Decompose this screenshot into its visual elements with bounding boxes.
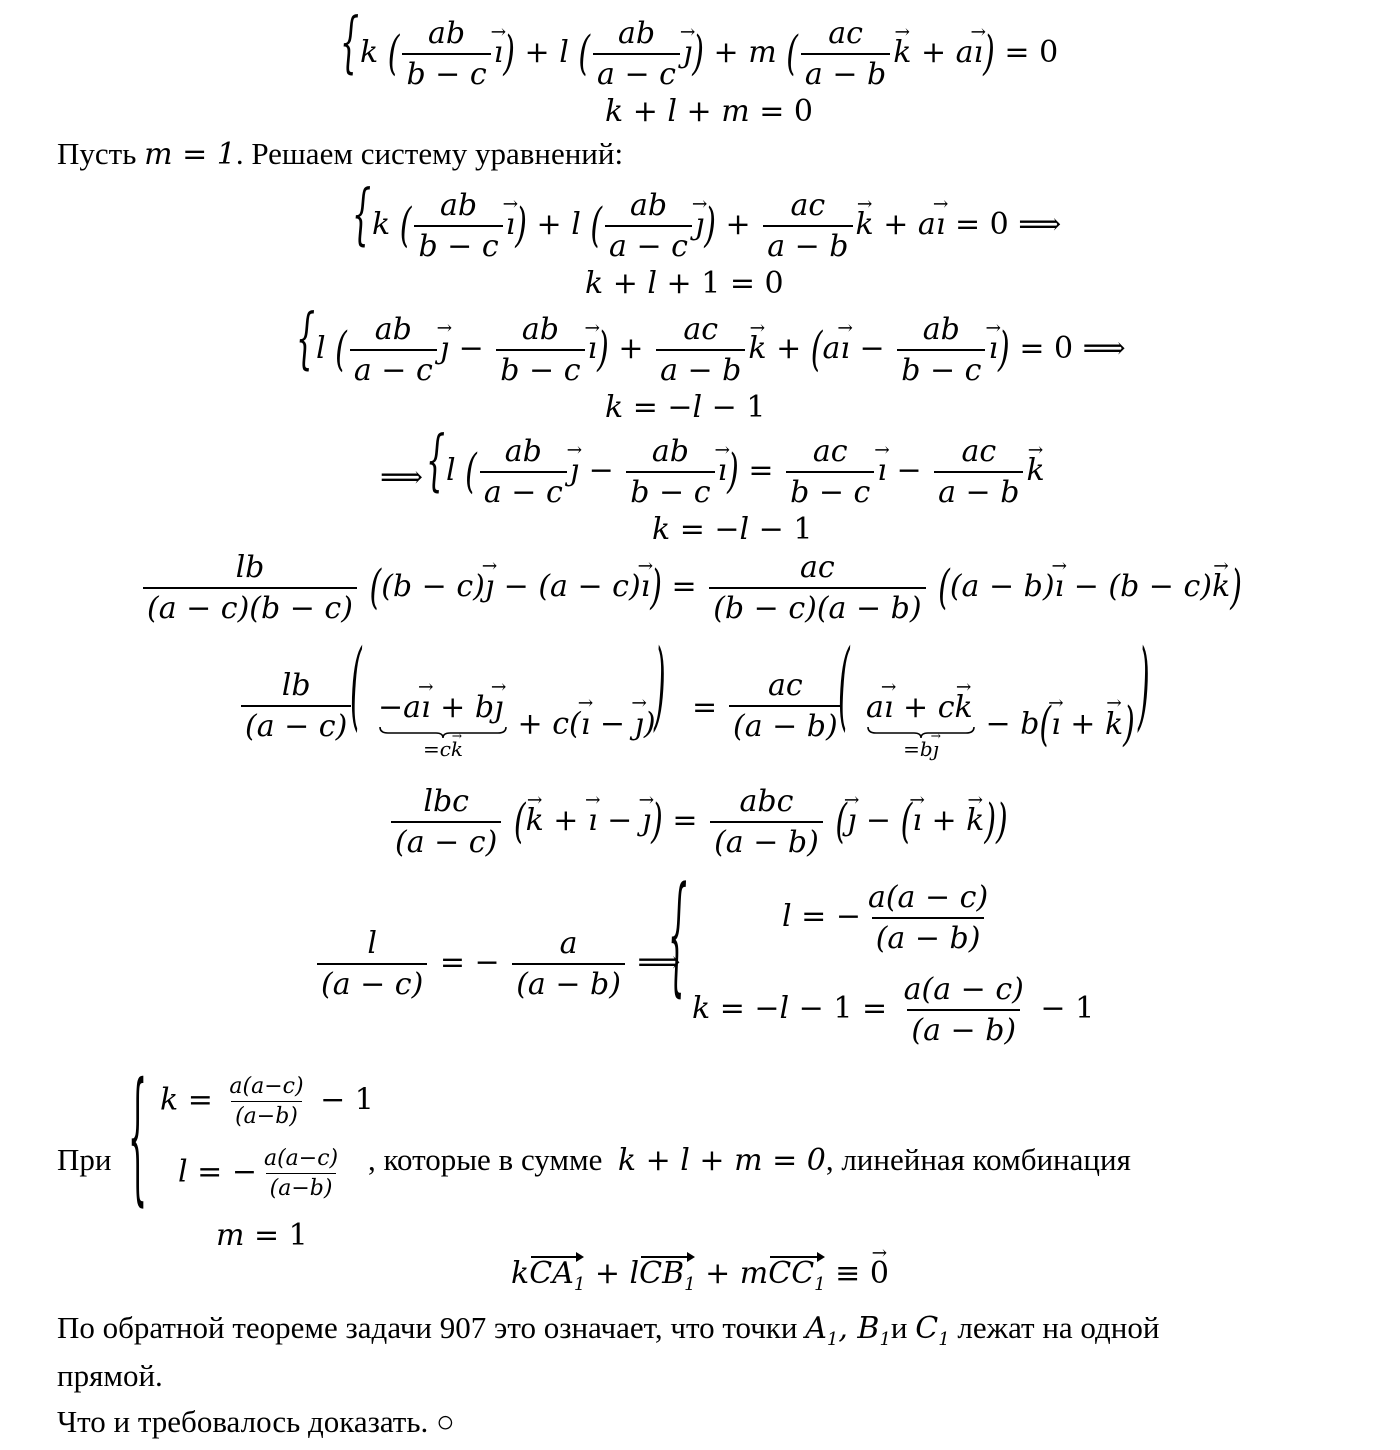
equation-system-1: { k ( $\frac{ab}{b - c}$ → ı) + l ( $\frac{ab}{a - c}$ → ȷ) + m ( $\frac{ac}{a - b}$ → k + a→ ı) = 0 k + l + m = 0 bbox=[0, 8, 1400, 128]
qed-line: Что и требовалось доказать. ○ bbox=[57, 1404, 455, 1439]
pri-line: При { k = $\frac{a(a-c)}{(a-b)}$ − 1 l = − $\frac{a(a-c)}{(a-b)}$ m = 1 , которые в сумме k + l + m = 0, линейная комбинация bbox=[57, 1055, 1131, 1253]
equation-7: $\frac{\text{lbc}}{(a - c)}$ (→ k + → ı − → ȷ) = $\frac{\text{abc}}{(a - b)}$ (→ ȷ − (→ ı + → k)) bbox=[0, 784, 1400, 874]
equation-system-2: { k ( $\frac{ab}{b - c}$ → ı) + l ( $\frac{ab}{a - c}$ → ȷ) + $\frac{ac}{a - b}$ → k + a→ ı = 0 ⟹ k + l + 1 = 0 bbox=[0, 180, 1400, 300]
vector-combination: kCA$_1$ + lCB$_1$ + mCC$_1$ ≡ → 0 bbox=[0, 1254, 1400, 1295]
equation-8: $\frac{l}{(a - c)}$ = − $\frac{a}{(a - b)}$ ⟹ { l = − $\frac{a(a - c)}{(a - b)}$ k = −l − 1 = $\frac{a(a - c)}{(a - b)}$ − 1 bbox=[0, 880, 1400, 1070]
equation-6: $\frac{lb}{(a - c)}$ ( −a→ ı + b→ ȷ =c→ k + c(→ ı − → ȷ) ) = $\frac{ac}{(a - b)}$ ( a→ ı + c→ k =b→ ȷ − b(→ ı + → k) ) bbox=[0, 650, 1400, 780]
conclusion-line-1: По обратной теореме задачи 907 это означает, что точки $A_1$, $B_1и$ $C_1$ лежат на одной bbox=[57, 1310, 1160, 1350]
equation-system-3: { l ( $\frac{ab}{a - c}$ → ȷ − $\frac{ab}{b - c}$ → ı) + $\frac{ac}{a - b}$ → k + (a→ ı − $\frac{ab}{b - c}$ → ı) = 0 ⟹ k = −l − 1 bbox=[0, 304, 1400, 424]
equation-5: $\frac{lb}{(a - c)(b - c)}$ ((b − c)→ ȷ − (a − c)→ ı) = $\frac{ac}{(b - c)(a - b)}$ ((a − b)→ ı − (b − c)→ k) bbox=[0, 550, 1400, 640]
underbrace-term-1: −a→ ı + b→ ȷ =c→ k bbox=[378, 690, 508, 761]
underbrace-term-2: a→ ı + c→ k =b→ ȷ bbox=[866, 690, 976, 761]
conclusion-line-2: прямой. bbox=[57, 1358, 163, 1393]
let-m-line: Пусть m = 1. Решаем систему уравнений: bbox=[57, 136, 624, 172]
equation-system-4: ⟹ { l ( $\frac{ab}{a - c}$ → ȷ − $\frac{ab}{b - c}$ → ı) = $\frac{ac}{b - c}$ → ı − $\frac{ac}{a - b}$ → k k = −l − 1 bbox=[0, 426, 1400, 546]
